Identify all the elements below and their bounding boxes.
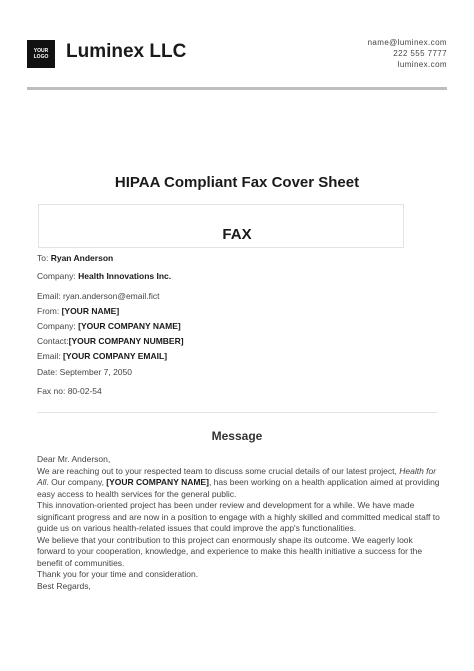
contact-field: Contact:[YOUR COMPANY NUMBER]: [37, 336, 184, 346]
paragraph-1: We are reaching out to your respected team to discuss some crucial details of our latest project, Health for All. Our company, [YOUR COMPANY NAME], has been working on a health application aimed at providing easy access to health services for the general public.: [37, 465, 440, 499]
contact-block: [368, 37, 447, 70]
message-heading: Message: [211, 429, 263, 443]
from-company-field: Company: [YOUR COMPANY NAME]: [37, 321, 181, 331]
to-value: Ryan Anderson: [50, 253, 114, 263]
from-email-value: [YOUR COMPANY EMAIL]: [62, 351, 168, 361]
contact-website: luminex.com: [397, 60, 447, 69]
section-divider: [37, 412, 437, 413]
project-name: Health for All: [37, 465, 437, 487]
company-placeholder: [YOUR COMPANY NAME]: [106, 477, 209, 487]
salutation: Dear Mr. Anderson,: [37, 454, 111, 464]
to-email-field: Email: ryan.anderson@email.fict: [37, 291, 160, 301]
company-name: Luminex LLC: [66, 41, 187, 62]
logo: [27, 40, 55, 68]
contact-phone: 222 555 7777: [393, 49, 447, 58]
date-field: Date: September 7, 2050: [37, 367, 132, 377]
to-field: To: Ryan Anderson: [37, 253, 114, 263]
from-email-field: Email: [YOUR COMPANY EMAIL]: [37, 351, 168, 361]
contact-email: name@luminex.com: [367, 38, 447, 47]
logo-line-1: YOUR: [33, 48, 49, 54]
from-company-value: [YOUR COMPANY NAME]: [78, 321, 181, 331]
contact-value: [YOUR COMPANY NUMBER]: [68, 336, 184, 346]
message-body: [37, 454, 442, 592]
fax-label: FAX: [222, 226, 252, 243]
to-company-field: Company: Health Innovations Inc.: [37, 271, 172, 281]
closing: Best Regards,: [37, 580, 91, 591]
paragraph-2: This innovation-oriented project has been under review and development for a while. We have made significant progress and are now in a position to engage with a highly skilled and committed medical staff to guide us on various health-related issues that could improve the app's functionalities.: [37, 500, 440, 533]
paragraph-4: Thank you for your time and consideration.: [37, 569, 199, 579]
from-value: [YOUR NAME]: [61, 306, 120, 316]
document-title: HIPAA Compliant Fax Cover Sheet: [114, 174, 360, 191]
logo-line-2: LOGO: [33, 54, 49, 60]
to-company-value: Health Innovations Inc.: [78, 271, 172, 281]
from-field: From: [YOUR NAME]: [37, 306, 120, 316]
fax-number-field: Fax no: 80-02-54: [37, 386, 102, 396]
header-rule: [27, 87, 447, 90]
paragraph-3: We believe that your contribution to this project can enormously shape its outcome. We eagerly look forward to your cooperation, knowledge, and experience to make this health initiative a success for the benefit of communities.: [37, 534, 423, 568]
